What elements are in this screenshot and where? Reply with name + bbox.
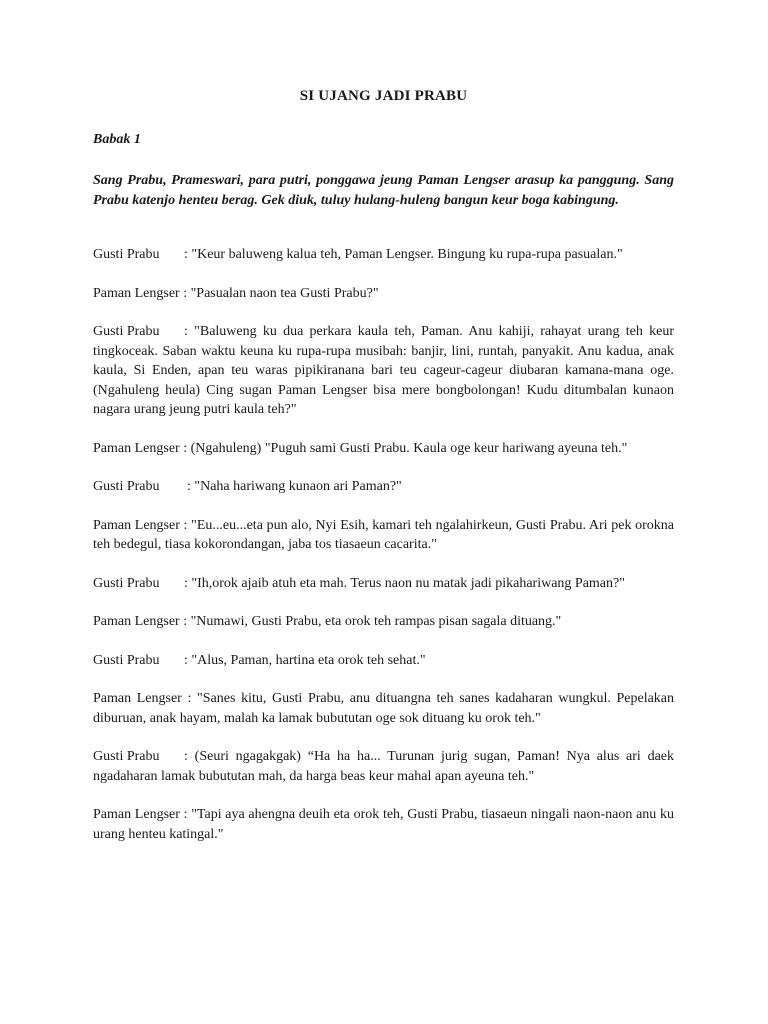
speaker-name: Paman Lengser [93, 517, 180, 533]
dialogue-text: "Baluweng ku dua perkara kaula teh, Paman. Anu kahiji, rahayat urang teh keur tingkoceak. Saban waktu keuna ku rupa-rupa musibah: banjir, lini, runtah, panyakit. Anu kadua, anak kaula, Si Enden, apan teu waras pipikiranana bari teu cageur-cageur diubaran kamana-mana oge. (Ngahuleng heula) Cing sugan Paman Lengser bisa mere bongbolongan! Kudu ditumbalan kunaon nagara urang jeung putri kaula teh?" [93, 324, 674, 417]
dialogue-line [93, 284, 674, 304]
dialogue-text: "Ih,orok ajaib atuh eta mah. Terus naon nu matak jadi pikahariwang Paman?" [191, 575, 625, 591]
speaker-name: Paman Lengser [93, 807, 180, 822]
speaker-name: Gusti Prabu [93, 749, 160, 764]
act-heading: Babak 1 [93, 132, 141, 147]
speaker-separator: : [183, 807, 188, 822]
speaker-name: Paman Lengser [93, 691, 182, 706]
speaker-name: Gusti Prabu [93, 479, 160, 494]
dialogue-text: "Numawi, Gusti Prabu, eta orok teh rampas pisan sagala dituang." [190, 614, 562, 629]
dialogue-text: "Keur baluweng kalua teh, Paman Lengser. Bingung ku rupa-rupa pasualan." [191, 247, 623, 262]
dialogue-text: "Sanes kitu, Gusti Prabu, anu dituangna teh sanes kadaharan wungkul. Pepelakan diburuan, anak hayam, malah ka lamak bubututan oge sok dituang ku orok teh." [93, 691, 675, 726]
dialogue-line [93, 516, 674, 555]
speaker-name: Gusti Prabu [93, 324, 160, 339]
document-body [93, 86, 674, 863]
speaker-name: Gusti Prabu [93, 652, 160, 668]
dialogue-line [93, 805, 674, 844]
dialogue-line [93, 574, 674, 594]
speaker-separator: : [183, 614, 188, 629]
dialogue-line [93, 747, 674, 786]
speaker-name: Paman Lengser [93, 614, 180, 629]
dialogue-line [93, 477, 674, 497]
dialogue-line [93, 612, 674, 632]
speaker-name: Paman Lengser [93, 285, 180, 301]
speaker-separator: : [183, 517, 188, 533]
speaker-separator: : [184, 575, 188, 591]
dialogue-line [93, 651, 674, 671]
dialogue-text: (Seuri ngagakgak) “Ha ha ha... Turunan jurig sugan, Paman! Nya alus ari daek ngadaharan lamak bubututan mah, da harga beas keur mahal apan ayeuna teh." [93, 749, 675, 784]
dialogue-line [93, 689, 674, 728]
speaker-separator: : [184, 749, 188, 764]
dialogue-text: "Tapi aya ahengna deuih eta orok teh, Gusti Prabu, tiasaeun ningali naon-naon anu ku urang henteu katingal." [93, 807, 674, 842]
dialogue-text: "Pasualan naon tea Gusti Prabu?" [190, 285, 379, 301]
speaker-separator: : [184, 324, 188, 339]
document-title: SI UJANG JADI PRABU [299, 88, 468, 104]
dialogue-text: "Eu...eu...eta pun alo, Nyi Esih, kamari teh ngalahirkeun, Gusti Prabu. Ari pek orokna teh bedegul, tiasa kokorondangan, jaba tos tiasaeun cacarita." [93, 517, 674, 552]
speaker-separator: : [187, 691, 192, 706]
dialogue-text: (Ngahuleng) "Puguh sami Gusti Prabu. Kaula oge keur hariwang ayeuna teh." [190, 440, 628, 456]
speaker-separator: : [183, 285, 188, 301]
speaker-name: Gusti Prabu [93, 247, 160, 262]
dialogue [93, 245, 674, 844]
speaker-separator: : [184, 652, 188, 668]
speaker-separator: : [183, 440, 188, 456]
speaker-separator: : [184, 247, 188, 262]
dialogue-text: "Naha hariwang kunaon ari Paman?" [194, 479, 402, 494]
dialogue-text: "Alus, Paman, hartina eta orok teh sehat." [191, 652, 426, 668]
speaker-separator: : [187, 479, 191, 494]
speaker-name: Gusti Prabu [93, 575, 160, 591]
speaker-name: Paman Lengser [93, 440, 180, 456]
dialogue-line [93, 439, 674, 459]
dialogue-line [93, 322, 674, 420]
dialogue-line [93, 245, 674, 265]
stage-direction: Sang Prabu, Prameswari, para putri, ponggawa jeung Paman Lengser arasup ka panggung. Sang Prabu katenjo henteu berag. Gek diuk, tuluy hulang-huleng bangun keur boga kabingung. [93, 173, 674, 208]
